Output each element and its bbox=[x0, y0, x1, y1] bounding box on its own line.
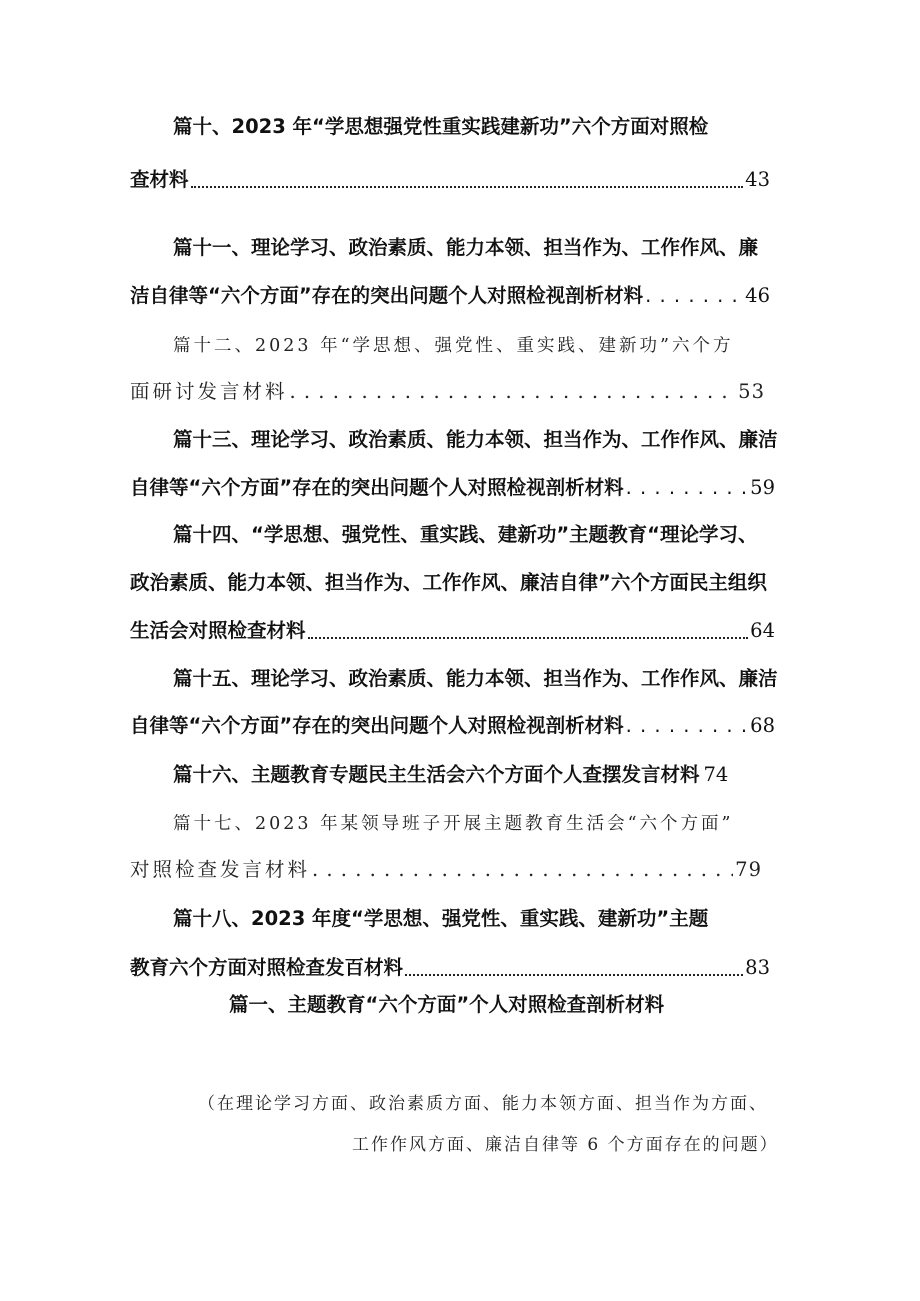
section-title: 篇一、主题教育“六个方面”个人对照检查剖析材料 bbox=[229, 993, 665, 1016]
toc-entry-16-page: 74 bbox=[703, 763, 729, 786]
toc-entry-14-page: 64 bbox=[750, 619, 775, 642]
toc-entry-10-line2: 查材料 bbox=[130, 168, 189, 191]
toc-entry-10-row[interactable] bbox=[130, 166, 770, 194]
toc-entry-18-page: 83 bbox=[745, 956, 770, 979]
toc-entry-11-row[interactable] bbox=[130, 282, 770, 310]
toc-entry-14-row[interactable] bbox=[130, 617, 775, 645]
toc-entry-15-row[interactable] bbox=[130, 712, 775, 740]
toc-entry-10-line1: 篇十、2023 年“学思想强党性重实践建新功”六个方面对照检 bbox=[173, 115, 709, 138]
dot-leader bbox=[312, 856, 733, 884]
toc-entry-15-line2: 自律等“六个方面”存在的突出问题个人对照检视剖析材料 bbox=[130, 714, 624, 737]
dot-leader bbox=[308, 617, 749, 639]
toc-entry-17-line2: 对照检查发言材料 bbox=[130, 858, 311, 881]
toc-entry-11-line2: 洁自律等“六个方面”存在的突出问题个人对照检视剖析材料 bbox=[130, 284, 644, 307]
dot-leader bbox=[626, 712, 749, 740]
toc-entry-12-line2: 面研讨发言材料 bbox=[130, 380, 288, 403]
toc-entry-15-line1: 篇十五、理论学习、政治素质、能力本领、担当作为、工作作风、廉洁 bbox=[173, 667, 778, 690]
toc-entry-17-line1: 篇十七、2023 年某领导班子开展主题教育生活会“六个方面” bbox=[173, 814, 734, 834]
dot-leader bbox=[626, 474, 749, 502]
toc-entry-15-page: 68 bbox=[750, 714, 775, 737]
toc-entry-12-page: 53 bbox=[738, 380, 765, 403]
toc-entry-17-page: 79 bbox=[735, 858, 762, 881]
toc-entry-17-row[interactable] bbox=[130, 856, 762, 884]
toc-entry-13-page: 59 bbox=[750, 476, 775, 499]
toc-entry-14-line2: 政治素质、能力本领、担当作为、工作作风、廉洁自律”六个方面民主组织 bbox=[130, 571, 767, 594]
toc-entry-16-line1: 篇十六、主题教育专题民主生活会六个方面个人查摆发言材料 bbox=[173, 763, 700, 786]
toc-entry-14-line3: 生活会对照检查材料 bbox=[130, 619, 306, 642]
toc-entry-14-line1: 篇十四、“学思想、强党性、重实践、建新功”主题教育“理论学习、 bbox=[173, 523, 758, 546]
dot-leader bbox=[290, 378, 737, 406]
dot-leader bbox=[645, 282, 743, 310]
toc-entry-13-line1: 篇十三、理论学习、政治素质、能力本领、担当作为、工作作风、廉洁 bbox=[173, 428, 778, 451]
toc-entry-12-line1: 篇十二、2023 年“学思想、强党性、重实践、建新功”六个方 bbox=[173, 336, 734, 356]
toc-entry-18-line1: 篇十八、2023 年度“学思想、强党性、重实践、建新功”主题 bbox=[173, 907, 709, 930]
toc-entry-18-line2: 教育六个方面对照检查发百材料 bbox=[130, 956, 404, 979]
toc-entry-13-row[interactable] bbox=[130, 474, 775, 502]
toc-entry-16-row[interactable] bbox=[173, 761, 728, 789]
note-line2: 工作作风方面、廉洁自律等 6 个方面存在的问题） bbox=[352, 1135, 779, 1155]
dot-leader bbox=[405, 954, 743, 976]
dot-leader bbox=[191, 166, 744, 188]
toc-entry-18-row[interactable] bbox=[130, 954, 770, 982]
toc-entry-10-page: 43 bbox=[745, 168, 770, 191]
toc-entry-11-line1: 篇十一、理论学习、政治素质、能力本领、担当作为、工作作风、廉 bbox=[173, 236, 759, 259]
toc-entry-11-page: 46 bbox=[745, 284, 770, 307]
toc-entry-13-line2: 自律等“六个方面”存在的突出问题个人对照检视剖析材料 bbox=[130, 476, 624, 499]
note-line1: （在理论学习方面、政治素质方面、能力本领方面、担当作为方面、 bbox=[198, 1094, 768, 1114]
toc-entry-12-row[interactable] bbox=[130, 378, 765, 406]
